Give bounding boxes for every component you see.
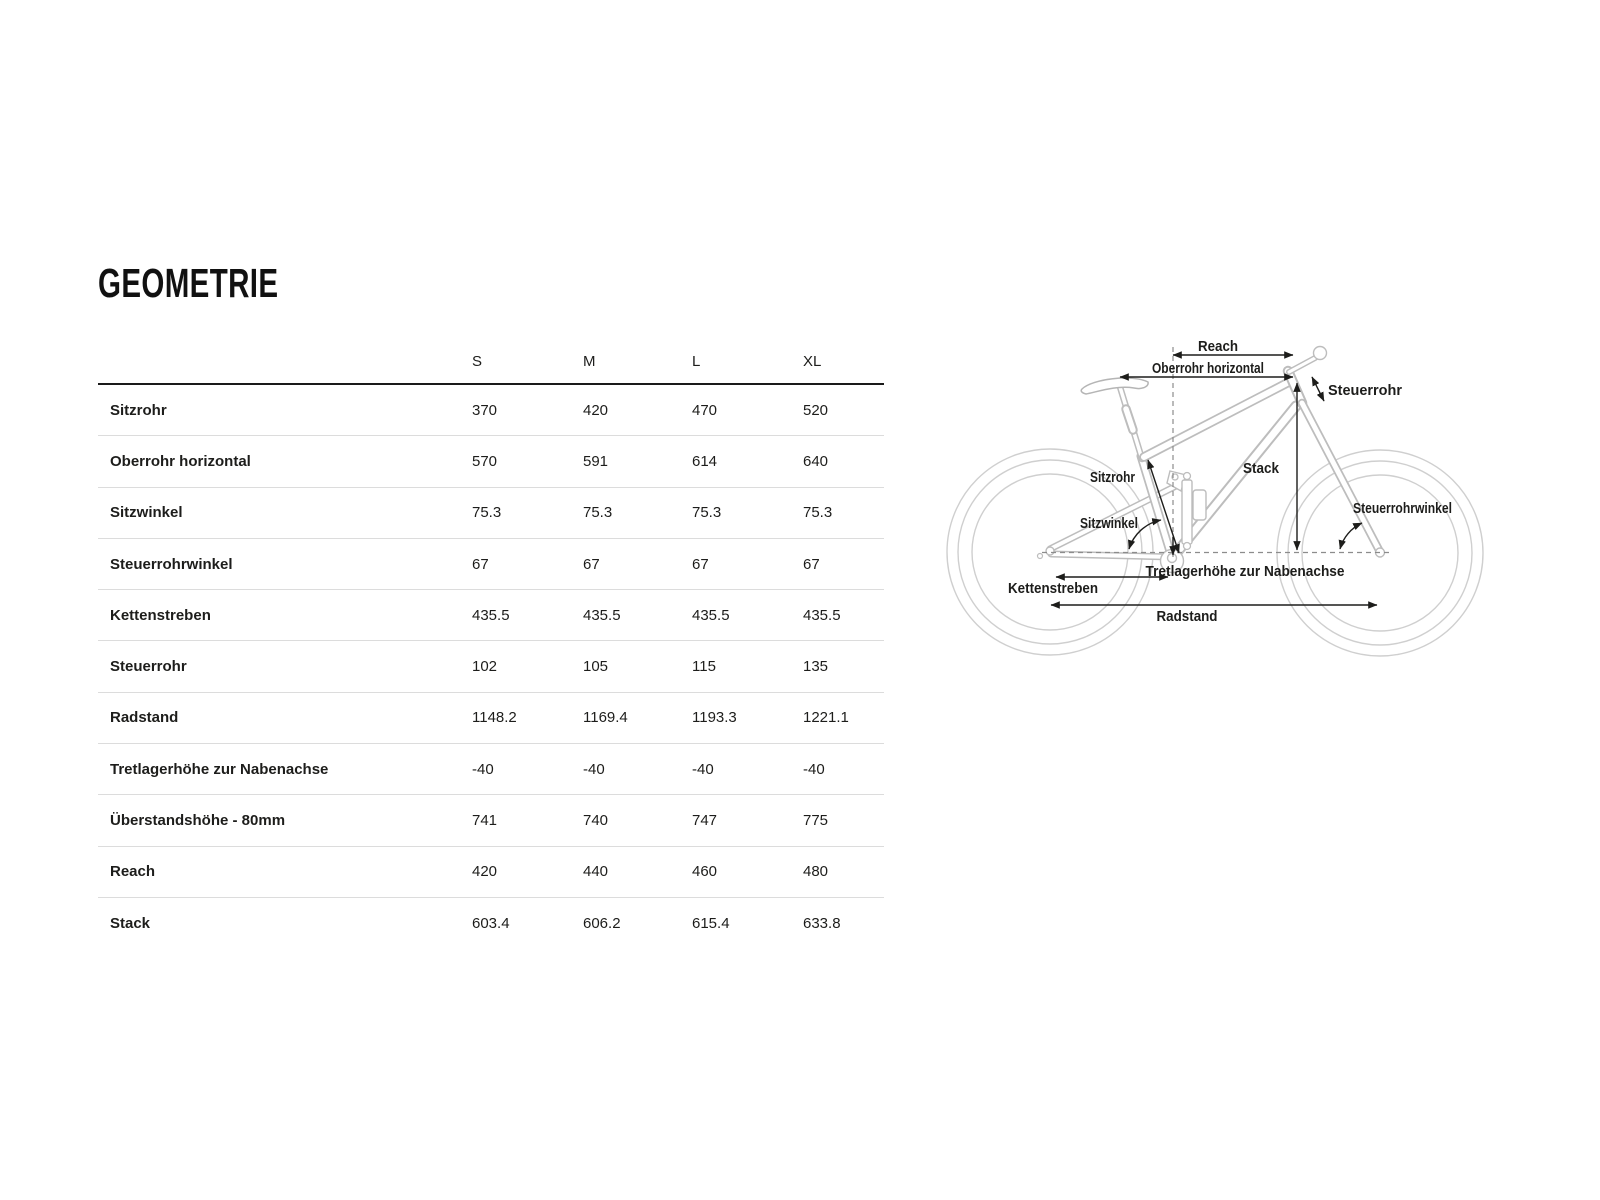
table-row [98,693,884,744]
bike-frame [1038,347,1385,573]
row-label: Oberrohr horizontal [110,452,251,470]
cell-value: 435.5 [472,606,510,624]
shock-reservoir [1193,490,1206,520]
table-row [98,436,884,487]
cell-value: 480 [803,863,829,881]
row-label: Kettenstreben [110,606,211,624]
table-row [98,641,884,692]
saddle [1081,378,1148,394]
row-label: Sitzrohr [110,401,167,419]
steuerrohr-label: Steuerrohr [1328,383,1403,399]
cell-value: 460 [692,863,718,881]
cell-value: 435.5 [692,606,730,624]
cell-value: 615.4 [692,914,730,932]
size-header-s: S [472,353,483,370]
cell-value: 102 [472,658,498,676]
cell-value: 67 [583,555,600,573]
row-label: Reach [110,863,156,881]
table-row [98,590,884,641]
cell-value: 67 [472,555,489,573]
row-label: Steuerrohrwinkel [110,555,233,573]
cell-value: 370 [472,401,498,419]
cell-value: 740 [583,812,609,830]
cell-value: 614 [692,452,718,470]
stack-label: Stack [1243,461,1280,477]
cell-value: 420 [583,401,609,419]
cell-value: 520 [803,401,829,419]
table-row [98,795,884,846]
cell-value: -40 [803,760,825,778]
bottom-bracket [1168,554,1177,563]
reach-label: Reach [1198,339,1238,355]
cell-value: 1193.3 [692,709,737,727]
cell-value: 435.5 [583,606,621,624]
row-label: Radstand [110,709,179,727]
cell-value: 1148.2 [472,709,517,727]
cell-value: 741 [472,812,498,830]
steuerrohrwinkel-label: Steuerrohrwinkel [1353,501,1452,517]
page-title: GEOMETRIE [98,260,279,306]
rear-dropout [1046,547,1054,555]
oberrohr-label: Oberrohr horizontal [1152,361,1264,377]
sitzrohr-label: Sitzrohr [1090,470,1136,486]
row-label: Sitzwinkel [110,504,183,522]
cell-value: 75.3 [472,504,502,522]
table-row [98,539,884,590]
cell-value: 420 [472,863,498,881]
cell-value: 1169.4 [583,709,628,727]
cell-value: 67 [692,555,709,573]
cell-value: 435.5 [803,606,841,624]
table-row [98,847,884,898]
cell-value: 747 [692,812,718,830]
row-label: Stack [110,914,151,932]
cell-value: 606.2 [583,914,621,932]
table-row [98,488,884,539]
size-header-xl: XL [803,353,822,370]
cell-value: 570 [472,452,498,470]
cell-value: 591 [583,452,609,470]
radstand-label: Radstand [1156,609,1218,625]
row-label: Überstandshöhe - 80mm [110,812,286,830]
size-header-l: L [692,353,701,370]
cell-value: 440 [583,863,609,881]
cell-value: -40 [472,760,494,778]
handlebar [1314,347,1327,360]
kettenstreben-label: Kettenstreben [1008,581,1098,597]
cell-value: 640 [803,452,829,470]
cell-value: 633.8 [803,914,841,932]
table-row [98,385,884,436]
tretlagerhoehe-label: Tretlagerhöhe zur Nabenachse [1145,564,1345,580]
geometry-table [98,340,884,948]
cell-value: 115 [692,658,716,676]
cell-value: 135 [803,658,829,676]
cell-value: -40 [692,760,714,778]
table-row [98,744,884,795]
cell-value: 105 [583,658,609,676]
cell-value: 75.3 [803,504,833,522]
size-header-m: M [583,353,596,370]
cell-value: 775 [803,812,829,830]
table-row [98,898,884,948]
rear-shock [1182,480,1192,544]
row-label: Steuerrohr [110,658,187,676]
sitzwinkel-label: Sitzwinkel [1080,516,1138,532]
cell-value: 1221.1 [803,709,849,727]
steuerrohr-arrow [1312,377,1324,401]
steuerrohrwinkel-arc [1340,523,1362,549]
cell-value: 67 [803,555,820,573]
cell-value: 603.4 [472,914,510,932]
cell-value: 75.3 [692,504,722,522]
row-label: Tretlagerhöhe zur Nabenachse [110,760,329,778]
cell-value: -40 [583,760,605,778]
cell-value: 75.3 [583,504,613,522]
cell-value: 470 [692,401,718,419]
table-header-row [98,340,884,385]
bike-geometry-diagram [930,325,1490,675]
